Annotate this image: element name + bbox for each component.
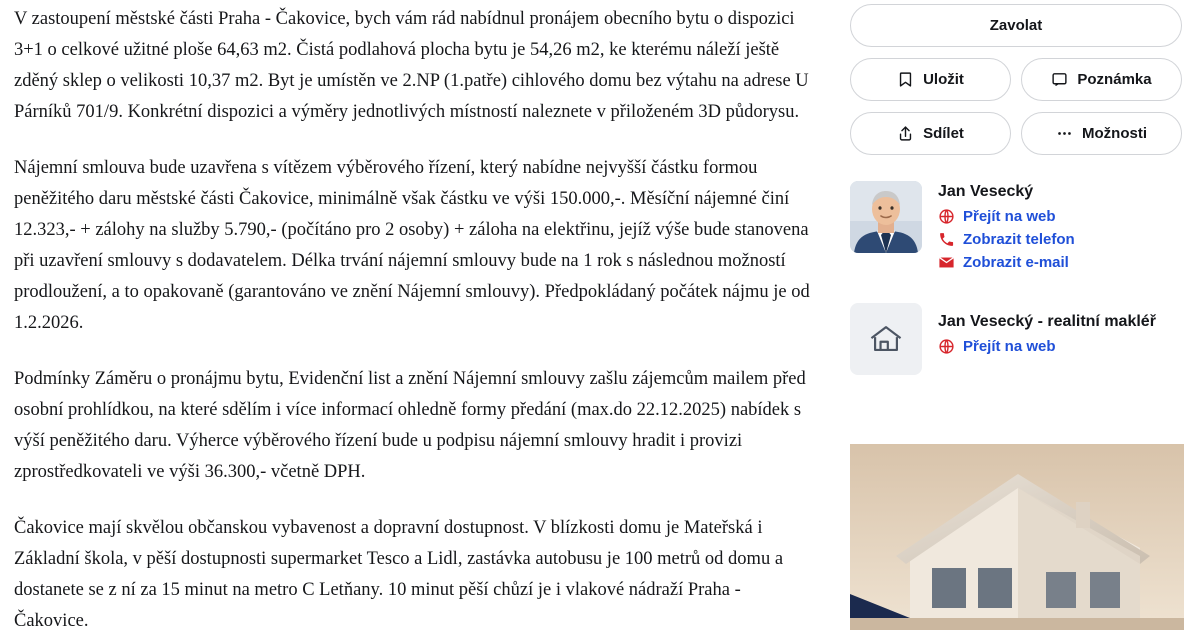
call-button[interactable]	[850, 4, 1182, 47]
agency-web-link[interactable]	[938, 338, 1156, 355]
bookmark-icon	[897, 71, 914, 88]
agent-phone-link[interactable]	[938, 231, 1075, 248]
ellipsis-icon	[1056, 125, 1073, 142]
agent-email-link-label: Zobrazit e-mail	[963, 254, 1069, 271]
property-photo[interactable]	[850, 444, 1184, 630]
globe-icon	[938, 208, 955, 225]
options-button-label: Možnosti	[1082, 125, 1147, 142]
note-button-label: Poznámka	[1077, 71, 1152, 88]
agent-web-link-label: Přejít na web	[963, 208, 1056, 225]
options-button[interactable]	[1021, 112, 1182, 155]
action-button-row-1	[850, 58, 1184, 101]
agent-email-link[interactable]	[938, 254, 1075, 271]
agency-logo	[850, 303, 922, 375]
agent-name: Jan Vesecký	[938, 183, 1034, 200]
agent-phone-link-label: Zobrazit telefon	[963, 231, 1075, 248]
save-button-label: Uložit	[923, 71, 964, 88]
globe-icon	[938, 338, 955, 355]
action-button-row-2	[850, 112, 1184, 155]
description-paragraph-1: V zastoupení městské části Praha - Čakovice, bych vám rád nabídnul pronájem obecního bytu o dispozici 3+1 o celkové užitné ploše 64,63 m2. Čistá podlahová plocha bytu je 54,26 m2, ke kterému náleží ještě zděný sklep o velikosti 10,37 m2. Byt je umístěn ve 2.NP (1.patře) cihlového domu bez výtahu na adrese U Párníků 701/9. Konkrétní dispozici a výměry jednotlivých místností naleznete v přiloženém 3D půdorysu.	[14, 9, 809, 122]
share-icon	[897, 125, 914, 142]
agency-card	[850, 303, 1184, 375]
listing-description	[14, 0, 814, 630]
agency-name: Jan Vesecký - realitní makléř	[938, 313, 1156, 330]
description-paragraph-2: Nájemní smlouva bude uzavřena s vítězem výběrového řízení, který nabídne nejvyšší částku formou peněžitého daru městské části Čakovice, minimálně však částku ve výši 150.000,-. Měsíční nájemné činí 12.323,- + zálohy na služby 5.790,- (počítáno pro 2 osoby) + záloha na elektřinu, jejíž výše bude stanovena při uzavření smlouvy s dodavatelem. Délka trvání nájemní smlouvy bude na 1 rok s následnou možností prodloužení, a to opakovaně (garantováno ve znění Nájemní smlouvy). Předpokládaný počátek nájmu je od 1.2.2026.	[14, 158, 810, 333]
save-button[interactable]	[850, 58, 1011, 101]
agent-contact-card	[850, 181, 1184, 277]
sidebar-rail	[850, 0, 1184, 630]
note-button[interactable]	[1021, 58, 1182, 101]
phone-icon	[938, 231, 955, 248]
agency-web-link-label: Přejít na web	[963, 338, 1056, 355]
share-button-label: Sdílet	[923, 125, 964, 142]
email-icon	[938, 254, 955, 271]
share-button[interactable]	[850, 112, 1011, 155]
agent-avatar	[850, 181, 922, 253]
description-paragraph-4: Čakovice mají skvělou občanskou vybavenost a dopravní dostupnost. V blízkosti domu je Mateřská i Základní škola, v pěší dostupnosti supermarket Tesco a Lidl, zastávka autobusu je 100 metrů od domu a dostanete se z ní za 15 minut na metro C Letňany. 10 minut pěší chůzí je i vlakové nádraží Praha - Čakovice.	[14, 518, 784, 630]
agent-web-link[interactable]	[938, 208, 1075, 225]
call-button-label: Zavolat	[989, 17, 1043, 34]
note-icon	[1051, 71, 1068, 88]
description-paragraph-3: Podmínky Záměru o pronájmu bytu, Evidenční list a znění Nájemní smlouvy zašlu zájemcům mailem před osobní prohlídkou, na které sdělím i více informací ohledně formy předání (max.do 22.12.2025) nabídek s výší peněžitého daru. Výherce výběrového řízení bude u podpisu nájemní smlouvy hradit i provizi zprostředkovateli ve výši 36.300,- včetně DPH.	[14, 369, 806, 482]
agency-details	[938, 303, 1156, 375]
agent-details	[938, 181, 1075, 277]
